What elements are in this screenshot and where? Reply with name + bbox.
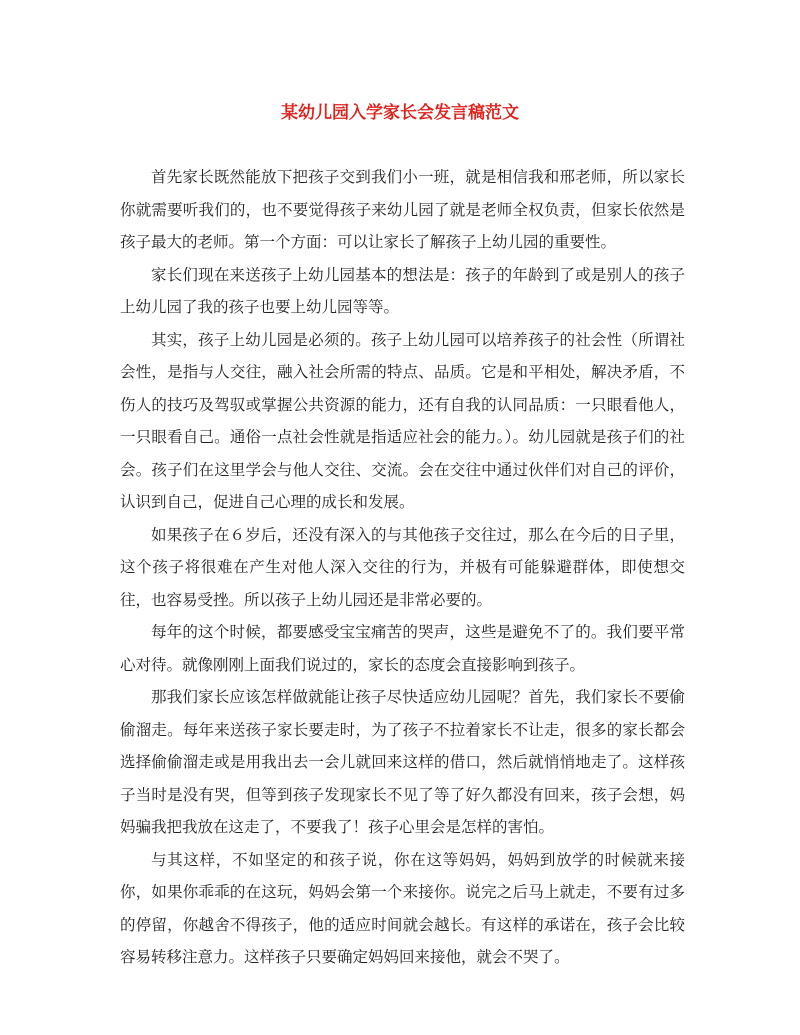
paragraph-1: 首先家长既然能放下把孩子交到我们小一班，就是相信我和邢老师，所以家长你就需要听我们的，也不要觉得孩子来幼儿园了就是老师全权负责，但家长依然是孩子最大的老师。第一个方面：可以让家长了解孩子上幼儿园的重要性。 (120, 168, 685, 251)
document-body (120, 161, 685, 974)
paragraph-5: 每年的这个时候，都要感受宝宝痛苦的哭声，这些是避免不了的。我们要平常心对待。就像刚刚上面我们说过的，家长的态度会直接影响到孩子。 (120, 623, 685, 674)
paragraph-3: 其实，孩子上幼儿园是必须的。孩子上幼儿园可以培养孩子的社会性（所谓社会性，是指与人交往，融入社会所需的特点、品质。它是和平相处，解决矛盾，不伤人的技巧及驾驭或掌握公共资源的能力，还有自我的认同品质：一只眼看他人，一只眼看自己。通俗一点社会性就是指适应社会的能力。）。幼儿园就是孩子们的社会。孩子们在这里学会与他人交往、交流。会在交往中通过伙伴们对自己的评价，认识到自己，促进自己心理的成长和发展。 (120, 330, 685, 511)
paragraph-6: 那我们家长应该怎样做就能让孩子尽快适应幼儿园呢？首先，我们家长不要偷偷溜走。每年来送孩子家长要走时，为了孩子不拉着家长不让走，很多的家长都会选择偷偷溜走或是用我出去一会儿就回来这样的借口，然后就悄悄地走了。这样孩子当时是没有哭，但等到孩子发现家长不见了等了好久都没有回来，孩子会想，妈妈骗我把我放在这走了，不要我了！孩子心里会是怎样的害怕。 (120, 688, 685, 836)
paragraph-2: 家长们现在来送孩子上幼儿园基本的想法是：孩子的年龄到了或是别人的孩子上幼儿园了我的孩子也要上幼儿园等等。 (120, 265, 685, 316)
paragraph-7: 与其这样，不如坚定的和孩子说，你在这等妈妈，妈妈到放学的时候就来接你，如果你乖乖的在这玩，妈妈会第一个来接你。说完之后马上就走，不要有过多的停留，你越舍不得孩子，他的适应时间就会越长。有这样的承诺在，孩子会比较容易转移注意力。这样孩子只要确定妈妈回来接他，就会不哭了。 (120, 850, 685, 966)
document-title: 某幼儿园入学家长会发言稿范文 (281, 103, 519, 123)
paragraph-4: 如果孩子在６岁后，还没有深入的与其他孩子交往过，那么在今后的日子里，这个孩子将很难在产生对他人深入交往的行为，并极有可能躲避群体，即使想交往，也容易受挫。所以孩子上幼儿园还是非常必要的。 (120, 525, 685, 609)
